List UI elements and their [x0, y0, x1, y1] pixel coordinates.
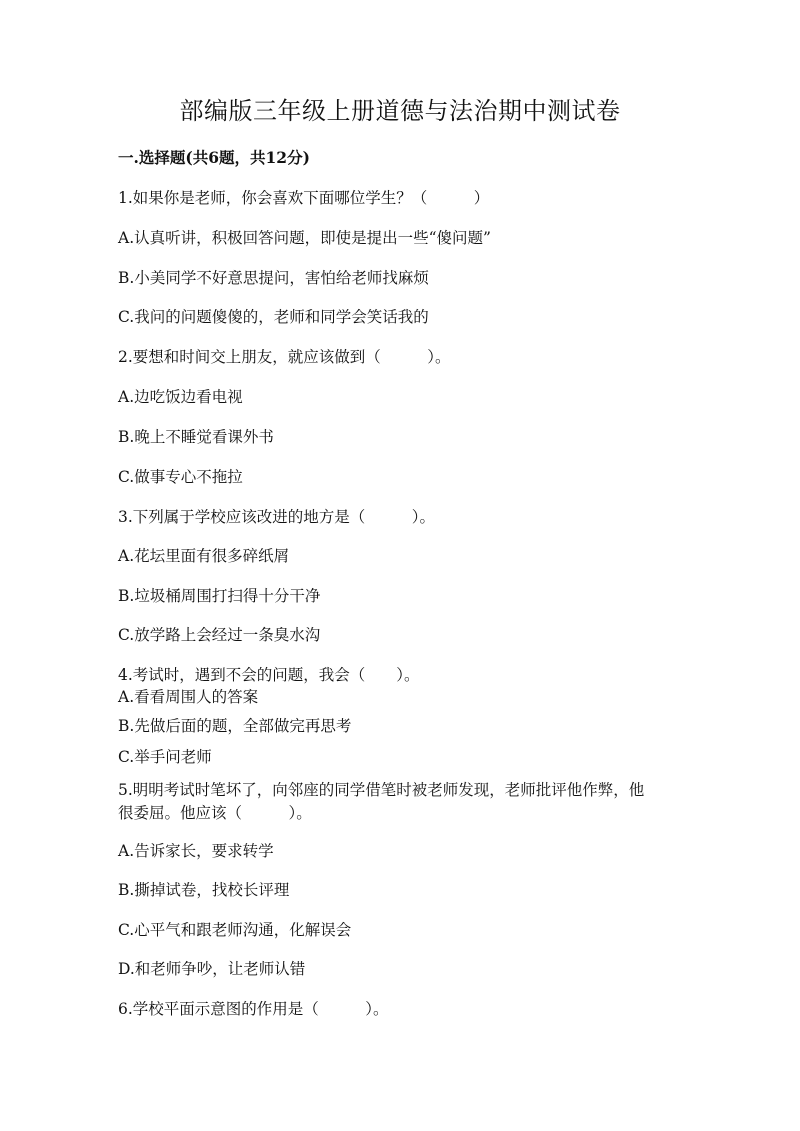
question-6-stem: 6.学校平面示意图的作用是（ ）。	[118, 1000, 389, 1018]
question-5-option-c: C.心平气和跟老师沟通，化解误会	[118, 921, 352, 939]
question-2-option-c: C.做事专心不拖拉	[118, 468, 243, 486]
question-5-option-d: D.和老师争吵，让老师认错	[118, 960, 306, 978]
page-title: 部编版三年级上册道德与法治期中测试卷	[179, 97, 621, 125]
question-3-stem: 3.下列属于学校应该改进的地方是（ ）。	[118, 508, 436, 526]
question-4-stem: 4.考试时，遇到不会的问题，我会（ ）。	[118, 666, 420, 684]
question-5-option-b: B.撕掉试卷，找校长评理	[118, 881, 290, 899]
question-5-stem-line1: 5.明明考试时笔坏了，向邻座的同学借笔时被老师发现，老师批评他作弊，他	[118, 781, 645, 799]
question-1-option-a: A.认真听讲，积极回答问题，即使是提出一些“傻问题”	[118, 229, 491, 247]
question-4-option-b: B.先做后面的题，全部做完再思考	[118, 717, 352, 735]
question-3-option-a: A.花坛里面有很多碎纸屑	[118, 547, 290, 565]
question-1-option-b: B.小美同学不好意思提问，害怕给老师找麻烦	[118, 269, 429, 287]
question-4-option-c: C.举手问老师	[118, 748, 212, 766]
question-2-option-b: B.晚上不睡觉看课外书	[118, 428, 274, 446]
question-4-option-a: A.看看周围人的答案	[118, 688, 259, 706]
section-heading: 一.选择题(共6题，共12分)	[118, 148, 310, 167]
question-1-option-c: C.我问的问题傻傻的，老师和同学会笑话我的	[118, 308, 429, 326]
question-3-option-c: C.放学路上会经过一条臭水沟	[118, 626, 321, 644]
question-2-option-a: A.边吃饭边看电视	[118, 388, 243, 406]
question-5-option-a: A.告诉家长，要求转学	[118, 842, 274, 860]
question-2-stem: 2.要想和时间交上朋友，就应该做到（ ）。	[118, 348, 451, 366]
question-3-option-b: B.垃圾桶周围打扫得十分干净	[118, 587, 321, 605]
question-1-stem: 1.如果你是老师，你会喜欢下面哪位学生？（ ）	[118, 189, 490, 207]
question-5-stem-line2: 很委屈。他应该（ ）。	[118, 804, 312, 822]
